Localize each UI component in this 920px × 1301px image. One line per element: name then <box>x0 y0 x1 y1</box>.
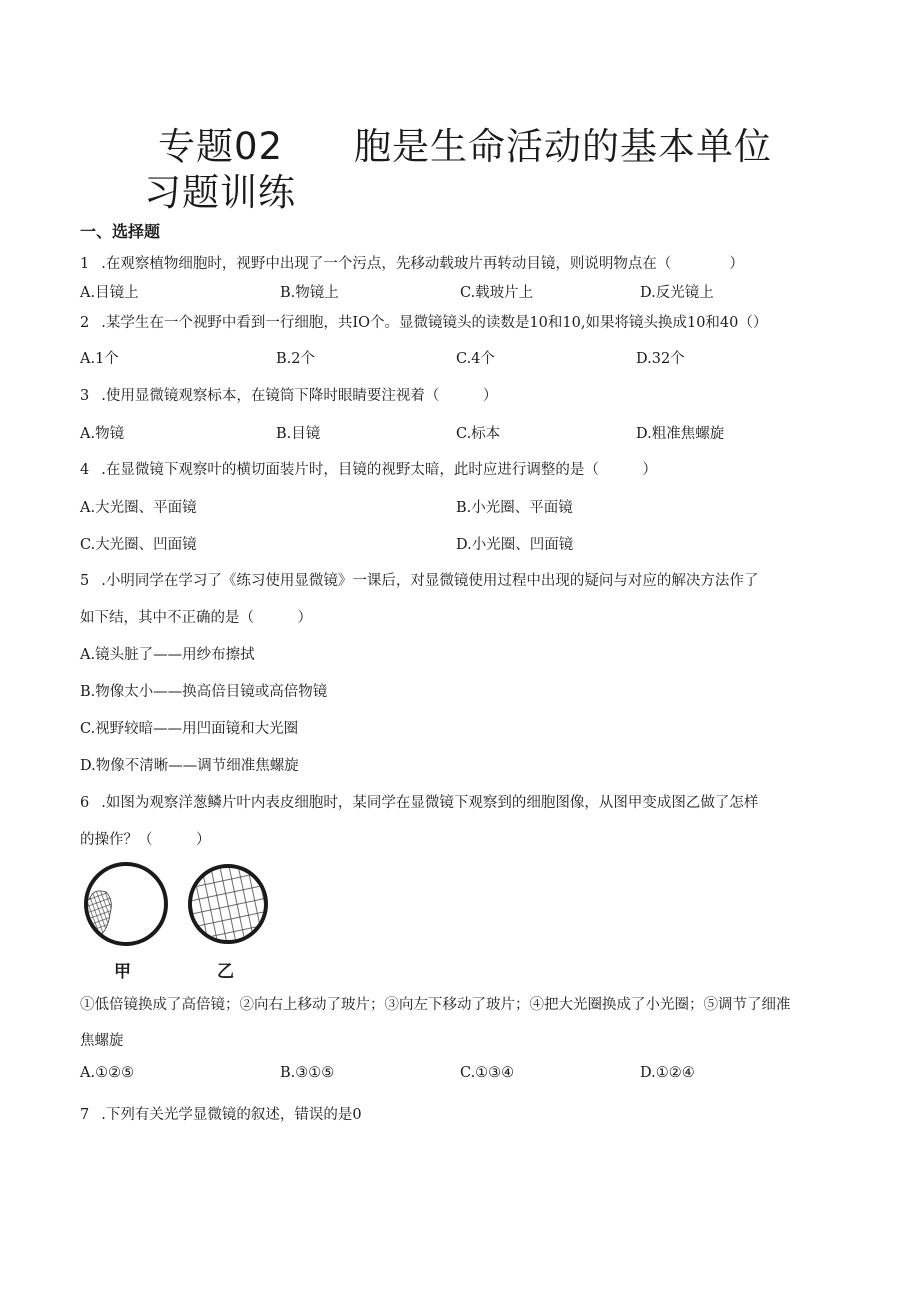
question-1 <box>80 252 744 273</box>
question-text: .某学生在一个视野中看到一行细胞，共IO个。显微镜镜头的读数是10和10,如果将镜头换成10和40（） <box>101 315 768 331</box>
option-d: D.小光圈、凹面镜 <box>456 537 574 553</box>
option-a: A.镜头脏了——用纱布擦拭 <box>80 647 255 663</box>
question-text: .在观察植物细胞时，视野中出现了一个污点，先移动载玻片再转动目镜，则说明物点在（ ） <box>101 256 744 272</box>
page-title-part2: 胞是生命活动的基本单位 <box>354 125 772 168</box>
option-d: D.物像不清晰——调节细准焦螺旋 <box>80 758 299 774</box>
option-d: D.反光镜上 <box>640 285 714 301</box>
question-number: 3 <box>80 388 90 404</box>
question-statement-continued: 焦螺旋 <box>80 1033 124 1049</box>
option-b: B.③①⑤ <box>280 1065 335 1081</box>
page-title-line2: 习题训练 <box>144 171 296 214</box>
question-text: .在显微镜下观察叶的横切面装片时，目镜的视野太暗，此时应进行调整的是（ ） <box>101 462 657 478</box>
question-number: 4 <box>80 462 90 478</box>
question-number: 6 <box>80 795 90 811</box>
question-text: .使用显微镜观察标本，在镜筒下降时眼睛要注视着（ ） <box>101 388 498 404</box>
option-b: B.2个 <box>276 351 315 367</box>
question-3 <box>80 384 497 405</box>
option-a: A.①②⑤ <box>80 1065 135 1081</box>
question-statement: ①低倍镜换成了高倍镜；②向右上移动了玻片；③向左下移动了玻片；④把大光圈换成了小光圈；⑤调节了细准 <box>80 997 791 1013</box>
option-d: D.32个 <box>636 351 685 367</box>
question-5 <box>80 569 758 590</box>
section-heading: 一、选择题 <box>80 222 161 241</box>
option-c: C.视野较暗——用凹面镜和大光圈 <box>80 721 299 737</box>
page-title-part1: 专题02 <box>158 125 284 168</box>
question-text: .下列有关光学显微镜的叙述，错误的是0 <box>101 1107 362 1123</box>
question-text: .小明同学在学习了《练习使用显微镜》一课后，对显微镜使用过程中出现的疑问与对应的解决方法作了 <box>101 573 759 589</box>
option-b: B.物像太小——换高倍目镜或高倍物镜 <box>80 684 328 700</box>
option-c: C.①③④ <box>460 1065 515 1081</box>
question-text-continued: 如下结，其中不正确的是（ ） <box>80 610 312 626</box>
view-yi <box>188 864 268 944</box>
question-7 <box>80 1103 362 1124</box>
option-c: C.载玻片上 <box>460 285 534 301</box>
figure-label-jia: 甲 <box>114 962 131 982</box>
option-b: B.目镜 <box>276 426 321 442</box>
option-b: B.物镜上 <box>280 285 339 301</box>
option-c: C.大光圈、凹面镜 <box>80 537 197 553</box>
question-number: 7 <box>80 1107 90 1123</box>
option-d: D.①②④ <box>640 1065 695 1081</box>
option-a: A.目镜上 <box>80 285 139 301</box>
option-c: C.标本 <box>456 426 501 442</box>
question-text-continued: 的操作？（ ） <box>80 832 211 848</box>
option-c: C.4个 <box>456 351 495 367</box>
question-number: 2 <box>80 315 90 331</box>
option-a: A.1个 <box>80 351 119 367</box>
question-4 <box>80 458 657 479</box>
question-number: 5 <box>80 573 90 589</box>
option-b: B.小光圈、平面镜 <box>456 500 573 516</box>
question-6 <box>80 791 758 812</box>
figure-label-yi: 乙 <box>217 962 234 982</box>
question-2 <box>80 311 767 332</box>
option-a: A.大光圈、平面镜 <box>80 500 197 516</box>
option-d: D.粗准焦螺旋 <box>636 426 725 442</box>
view-jia <box>86 864 166 944</box>
option-a: A.物镜 <box>80 426 125 442</box>
microscope-figure <box>80 858 280 980</box>
question-text: .如图为观察洋葱鳞片叶内表皮细胞时，某同学在显微镜下观察到的细胞图像，从图甲变成图乙做了怎样 <box>101 795 759 811</box>
question-number: 1 <box>80 256 90 272</box>
